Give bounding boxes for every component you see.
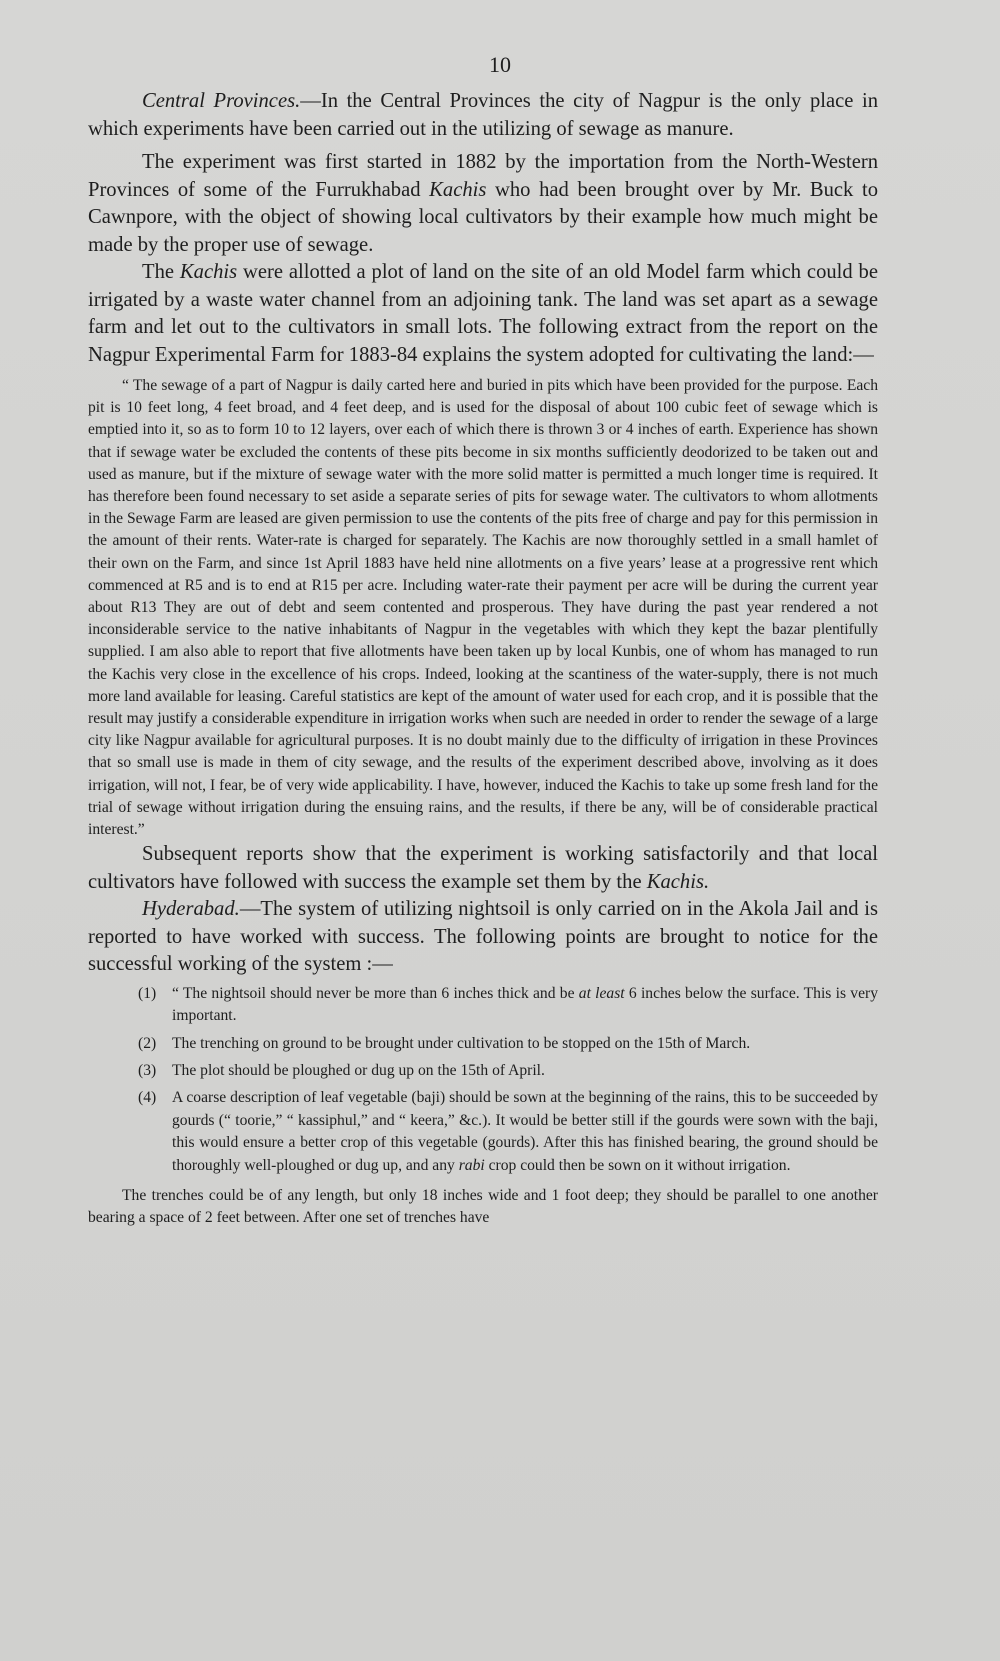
- central-provinces-paragraph: Central Provinces.—In the Central Provinces the city of Nagpur is the only place in which experiments have been carried out in the utilizing of sewage as manure.: [88, 90, 878, 140]
- list-item: (3) The plot should be ploughed or dug up on the 15th of April.: [138, 1061, 545, 1079]
- central-provinces-section: [88, 88, 878, 1230]
- subsequent-reports-paragraph: Subsequent reports show that the experiment is working satisfactorily and that local cultivators have followed with success the example set them by the Kachis.: [88, 843, 878, 893]
- experiment-paragraph: The experiment was first started in 1882 by the importation from the North-Western Provinces of some of the Furrukhabad Kachis who had been brought over by Mr. Buck to Cawnpore, with the object of showing local cultivators by their example how much might be made by the proper use of sewage.: [88, 151, 878, 256]
- section-heading-hyderabad: Hyderabad.: [142, 898, 240, 921]
- report-quote: “ The sewage of a part of Nagpur is daily carted here and buried in pits which have been provided for the purpose. Each pit is 10 feet long, 4 feet broad, and 4 feet deep, and is used for the disposal of about 100 cubic feet of sewage which is emptied into it, so as to form 10 to 12 layers, over each of which there is thrown 3 or 4 inches of earth. Experience has shown that if sewage water be excluded the contents of these pits become in six months sufficiently deodorized to be taken out and used as manure, but if the mixture of sewage water with the more solid matter is permitted a much longer time is required. It has therefore been found necessary to set aside a separate series of pits for sewage water. The cultivators to whom allotments in the Sewage Farm are leased are given permission to use the contents of the pits free of charge and pay for this permission in the amount of their rents. Water-rate is charged for separately. The Kachis are now thoroughly settled in a small hamlet of their own on the Farm, and since 1st April 1883 have held nine allotments on a five years’ lease at a progressive rent which commenced at R5 and is to end at R15 per acre. Including water-rate their payment per acre will be during the current year about R13 They are out of debt and seem contented and prosperous. They have during the past year rendered a not inconsiderable service to the native inhabitants of Nagpur in the vegetables with which they kept the bazar plentifully supplied. I am also able to report that five allotments have been taken up by local Kunbis, one of whom has managed to run the Kachis very close in the excellence of his crops. Indeed, looking at the scantiness of the water-supply, there is not much more land available for leasing. Careful statistics are kept of the amount of water used for each crop, and it is possible that the result may justify a considerable expenditure in irrigation works when such are needed in order to render the sewage of a large city like Nagpur available for agricultural purposes. It is no doubt mainly due to the difficulty of irrigation in these Provinces that so small use is made in them of city sewage, and the results of the experiment described above, involving as it does irrigation, will not, I fear, be of very wide applicability. I have, however, induced the Kachis to take up some fresh land for the trial of sewage without irrigation during the ensuing rains, and the results, if there be any, will be of considerable practical interest.”: [88, 377, 878, 839]
- section-heading-central-provinces: Central Provinces.: [142, 90, 301, 112]
- list-item: (4) A coarse description of leaf vegetable (baji) should be sown at the beginning of the rains, this to be succeeded by gourds (“ toorie,” “ kassiphul,” and “ keera,” &c.). It would be better still if the gourds were sown with the baji, this would ensure a better crop of this vegetable (gourds). After this has finished bearing, the ground should be thoroughly well-ploughed or dug up, and any rabi crop could then be sown on it without irrigation.: [138, 1089, 878, 1174]
- list-item: (1) “ The nightsoil should never be more than 6 inches thick and be at least 6 inches below the surface. This is very important.: [138, 984, 878, 1025]
- page-number: 10: [489, 52, 511, 77]
- hyderabad-paragraph: Hyderabad.—The system of utilizing nightsoil is only carried on in the Akola Jail and is reported to have worked with success. The following points are brought to notice for the successful working of the system :—: [88, 898, 878, 976]
- hyderabad-points-list: [88, 983, 878, 1177]
- list-item: (2) The trenching on ground to be brought under cultivation to be stopped on the 15th of March.: [138, 1034, 751, 1052]
- allotment-paragraph: The Kachis were allotted a plot of land on the site of an old Model farm which could be irrigated by a waste water channel from an adjoining tank. The land was set apart as a sewage farm and let out to the cultivators in small lots. The following extract from the report on the Nagpur Experimental Farm for 1883-84 explains the system adopted for cultivating the land:—: [88, 261, 878, 366]
- trench-paragraph: The trenches could be of any length, but only 18 inches wide and 1 foot deep; they should be parallel to one another bearing a space of 2 feet between. After one set of trenches have: [88, 1187, 878, 1227]
